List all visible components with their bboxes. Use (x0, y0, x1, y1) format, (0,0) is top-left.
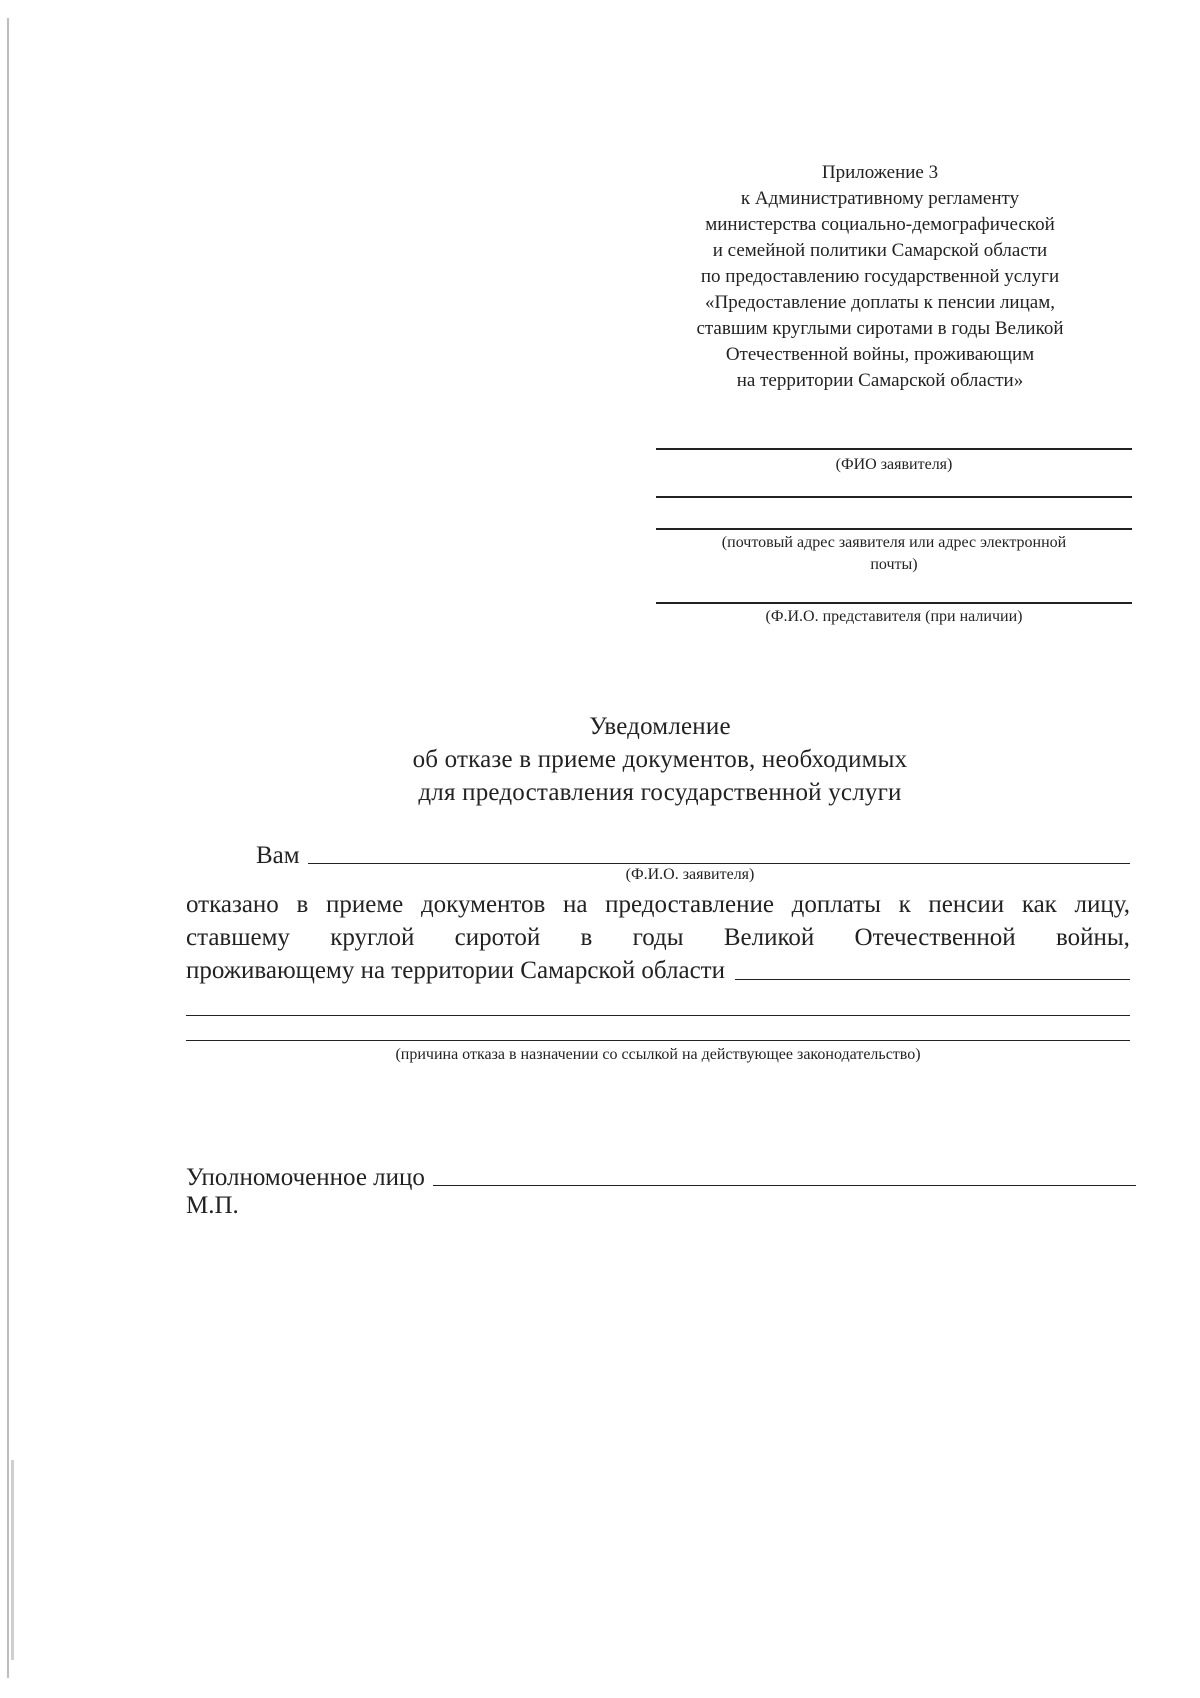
appendix-line: Отечественной войны, проживающим (725, 344, 1035, 365)
word: войны, (1055, 924, 1130, 951)
authorized-person-label: Уполномоченное лицо (186, 1164, 425, 1191)
blank-line (735, 979, 1130, 980)
representative-field (656, 602, 1132, 628)
blank-line (656, 602, 1132, 604)
scan-edge-shadow (11, 1460, 14, 1660)
paragraph-line (186, 921, 1130, 954)
title-line: для предоставления государственной услуги (418, 779, 902, 806)
paragraph-line (186, 954, 1130, 987)
paragraph-text: проживающему на территории Самарской области (186, 957, 725, 984)
blank-line (656, 448, 1132, 450)
signature-line (433, 1185, 1136, 1186)
applicant-fio-field (656, 448, 1132, 476)
scan-edge (7, 18, 9, 1678)
paragraph-line: отказано в приеме документов на предоставление доплаты к пенсии как лицу, (186, 891, 1130, 918)
appendix-line: министерства социально-демографической (705, 214, 1055, 235)
title-line: об отказе в приеме документов, необходимых (412, 746, 908, 773)
word: круглой (330, 924, 415, 951)
stamp-place-label: М.П. (186, 1192, 239, 1219)
applicant-fio-caption-body: (Ф.И.О. заявителя) (625, 866, 755, 883)
applicant-fio-caption: (ФИО заявителя) (835, 456, 953, 473)
appendix-line: и семейной политики Самарской области (712, 240, 1048, 261)
vam-label: Вам (256, 842, 300, 869)
signature-row (186, 1158, 1136, 1192)
applicant-address-caption-line2: почты) (870, 556, 918, 573)
document-title (300, 710, 1020, 809)
blank-line (656, 496, 1132, 498)
appendix-line: на территории Самарской области» (736, 370, 1024, 391)
appendix-line: к Административному регламенту (740, 188, 1020, 209)
blank-line (186, 1040, 1130, 1041)
title-line: Уведомление (589, 713, 731, 740)
blank-line (308, 862, 1130, 864)
appendix-line: «Предоставление доплаты к пенсии лицам, (705, 292, 1055, 313)
refusal-paragraph (186, 888, 1130, 987)
appendix-line: по предоставлению государственной услуги (700, 266, 1060, 287)
reason-caption: (причина отказа в назначении со ссылкой на действующее законодательство) (395, 1046, 921, 1063)
appendix-line: ставшим круглыми сиротами в годы Великой (696, 318, 1064, 339)
applicant-address-field (656, 496, 1132, 576)
vam-row (256, 836, 1130, 870)
blank-line (186, 1015, 1130, 1016)
word: ставшему (186, 924, 290, 951)
applicant-address-caption-line1: (почтовый адрес заявителя или адрес электронной (721, 534, 1067, 551)
word: Великой (723, 924, 815, 951)
appendix-line: Приложение 3 (821, 162, 939, 183)
word: в (580, 924, 593, 951)
word: сиротой (454, 924, 541, 951)
word: годы (632, 924, 684, 951)
appendix-header (640, 160, 1120, 394)
blank-line (656, 528, 1132, 530)
representative-caption: (Ф.И.О. представителя (при наличии) (765, 608, 1023, 625)
word: Отечественной (854, 924, 1016, 951)
